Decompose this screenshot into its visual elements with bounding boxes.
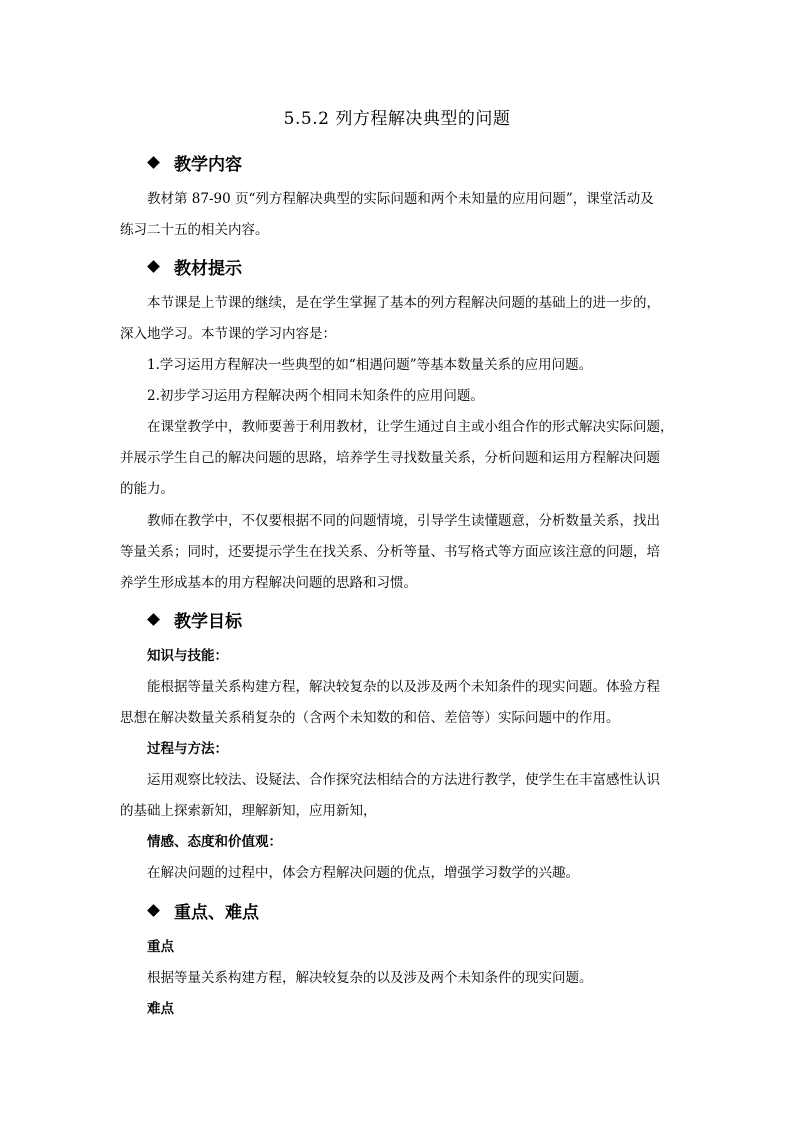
section-heading-label: 教学内容 xyxy=(174,155,242,175)
paragraph-line: 在课堂教学中，教师要善于利用教材，让学生通过自主或小组合作的形式解决实际问题， xyxy=(147,419,674,435)
subheading-process: 过程与方法： xyxy=(147,741,228,757)
paragraph-line: 养学生形成基本的用方程解决问题的思路和习惯。 xyxy=(120,575,417,591)
paragraph-line: 根据等量关系构建方程，解决较复杂的以及涉及两个未知条件的现实问题。 xyxy=(147,970,593,986)
diamond-bullet-icon xyxy=(148,905,160,917)
paragraph-line: 练习二十五的相关内容。 xyxy=(120,222,269,238)
page-title: 5.5.2 列方程解决典型的问题 xyxy=(283,109,511,129)
section-heading-content xyxy=(148,150,242,175)
diamond-bullet-icon xyxy=(148,614,160,626)
paragraph-line: 的能力。 xyxy=(120,481,174,497)
section-heading-label: 教学目标 xyxy=(174,612,242,632)
diamond-bullet-icon xyxy=(148,261,160,273)
section-heading-label: 教材提示 xyxy=(174,259,242,279)
subheading-knowledge: 知识与技能： xyxy=(147,648,228,664)
paragraph-line: 并展示学生自己的解决问题的思路，培养学生寻找数量关系，分析问题和运用方程解决问题 xyxy=(120,450,660,466)
section-heading-key-points xyxy=(148,898,259,923)
subheading-key: 重点 xyxy=(147,939,174,955)
paragraph-line: 等量关系；同时，还要提示学生在找关系、分析等量、书写格式等方面应该注意的问题，培 xyxy=(120,544,660,560)
subheading-emotion: 情感、态度和价值观： xyxy=(147,834,282,850)
section-heading-tips xyxy=(148,254,242,279)
paragraph-line: 运用观察比较法、设疑法、合作探究法相结合的方法进行教学，使学生在丰富感性认识 xyxy=(147,772,660,788)
paragraph-line: 在解决问题的过程中，体会方程解决问题的优点，增强学习数学的兴趣。 xyxy=(147,865,579,881)
paragraph-line: 教师在教学中，不仅要根据不同的问题情境，引导学生读懂题意，分析数量关系，找出 xyxy=(147,513,660,529)
subheading-difficulty: 难点 xyxy=(147,1001,174,1017)
list-item: 1.学习运用方程解决一些典型的如“相遇问题”等基本数量关系的应用问题。 xyxy=(147,357,593,373)
paragraph-line: 深入地学习。本节课的学习内容是： xyxy=(120,326,336,342)
paragraph-line: 教材第 87-90 页“列方程解决典型的实际问题和两个未知量的应用问题”，课堂活动及 xyxy=(147,191,654,207)
diamond-bullet-icon xyxy=(148,157,160,169)
section-heading-goals xyxy=(148,607,242,632)
section-heading-label: 重点、难点 xyxy=(174,903,259,923)
paragraph-line: 本节课是上节课的继续，是在学生掌握了基本的列方程解决问题的基础上的进一步的， xyxy=(147,295,660,311)
paragraph-line: 思想在解决数量关系稍复杂的（含两个未知数的和倍、差倍等）实际问题中的作用。 xyxy=(120,710,620,726)
paragraph-line: 能根据等量关系构建方程，解决较复杂的以及涉及两个未知条件的现实问题。体验方程 xyxy=(147,679,660,695)
paragraph-line: 的基础上探索新知，理解新知，应用新知， xyxy=(120,803,377,819)
list-item: 2.初步学习运用方程解决两个相同未知条件的应用问题。 xyxy=(147,388,484,404)
